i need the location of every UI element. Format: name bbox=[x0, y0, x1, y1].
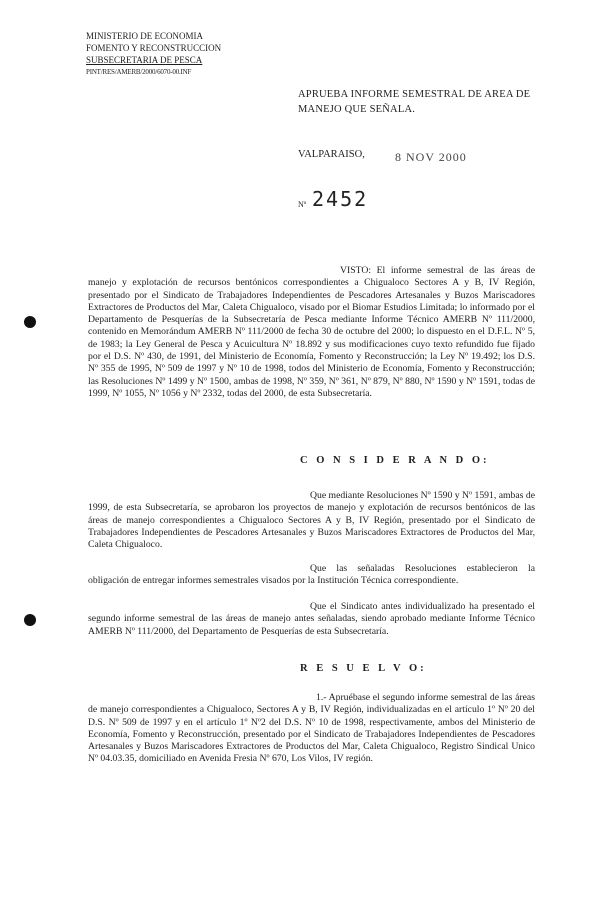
considerando-heading: C O N S I D E R A N D O: bbox=[300, 455, 490, 466]
resuelvo-heading: R E S U E L V O: bbox=[300, 663, 427, 674]
document-title-line-1: APRUEBA INFORME SEMESTRAL DE AREA DE bbox=[298, 89, 531, 100]
letterhead-ministry: MINISTERIO DE ECONOMIA bbox=[86, 31, 203, 41]
letterhead-subsecretariat: SUBSECRETARIA DE PESCA bbox=[86, 55, 203, 65]
visto-paragraph: VISTO: El informe semestral de las áreas de manejo y explotación de recursos bentónicos correspondientes a Chigualoco Sectores A y B, IV Región, presentado por el Sindicato de Trabajadores Independientes de Pescadores Artesanales y Buzos Mariscadores Extractores de Productos del Mar, Caleta Chigualoco, visado por el Biomar Estudios Limitada; lo informado por el Departamento de Pesquerías de la Subsecretaría de Pesca mediante Informe Técnico AMERB Nº 111/2000, contenido en Memorándum AMERB Nº 111/2000 de fecha 30 de octubre del 2000; lo dispuesto en el D.F.L. Nº 5, de 1983; la Ley General de Pesca y Acuicultura Nº 18.892 y sus modificaciones cuyo texto refundido fue fijado por el D.S. Nº 430, de 1991, del Ministerio de Economía, Fomento y Reconstrucción; la Ley Nº 19.492; los D.S. Nº 355 de 1995, Nº 509 de 1997 y Nº 10 de 1998, todos del Ministerio de Economía, Fomento y Reconstrucción; las Resoluciones Nº 1499 y Nº 1500, ambas de 1998, Nº 359, Nº 361, Nº 879, Nº 880, Nº 1590 y Nº 1591, todas de 1999, Nº 1055, Nº 1056 y Nº 2332, todas del 2000, de esta Subsecretaría. bbox=[88, 265, 535, 399]
document-title bbox=[298, 87, 530, 117]
punch-hole-icon bbox=[24, 316, 36, 328]
considerando-paragraph-3: Que el Sindicato antes individualizado ha presentado el segundo informe semestral de las áreas de manejo antes señaladas, siendo aprobado mediante Informe Técnico AMERB Nº 111/2000, del Departamento de Pesquerías de esta Subsecretaría. bbox=[88, 601, 535, 637]
punch-hole-icon bbox=[24, 614, 36, 626]
date-stamp: 8 NOV 2000 bbox=[395, 150, 467, 164]
considerando-paragraph-2: Que las señaladas Resoluciones establecieron la obligación de entregar informes semestrales visados por la Institución Técnica correspondiente. bbox=[88, 563, 535, 587]
resolution-number-label: Nº bbox=[298, 200, 307, 209]
letterhead-department: FOMENTO Y RECONSTRUCCION bbox=[86, 43, 222, 53]
place-label: VALPARAISO, bbox=[298, 149, 365, 160]
resolution-number: 2452 bbox=[312, 187, 369, 211]
considerando-paragraph-1: Que mediante Resoluciones Nº 1590 y Nº 1591, ambas de 1999, de esta Subsecretaría, se aprobaron los proyectos de manejo y explotación de recursos bentónicos de las áreas de manejo correspondientes a Chigualoco Sectores A y B, IV Región, presentado por el Sindicato de Trabajadores Independientes de Pescadores Artesanales y Buzos Mariscadores Extractores de Productos del Mar, Caleta Chigualoco. bbox=[88, 490, 536, 551]
letterhead-file-code: PINT/RES/AMERB/2000/6070-00.INF bbox=[86, 68, 192, 76]
document-title-line-2: MANEJO QUE SEÑALA. bbox=[298, 104, 416, 115]
letterhead bbox=[86, 30, 221, 78]
resuelvo-paragraph-1: 1.- Apruébase el segundo informe semestral de las áreas de manejo correspondientes a Chigualoco, Sectores A y B, IV Región, individualizadas en el artículo 1º Nº 20 del D.S. Nº 509 de 1997 y en el artículo 1º Nº2 del D.S. Nº 10 de 1998, respectivamente, ambos del Ministerio de Economía, Fomento y Reconstrucción, presentado por el Sindicato de Trabajadores Independientes de Pescadores Artesanales y Buzos Mariscadores Extractores de Productos del Mar, Caleta Chigualoco, Registro Sindical Unico Nº 04.03.35, domiciliado en Avenida Fresia Nº 670, Los Vilos, IV región. bbox=[88, 692, 535, 765]
